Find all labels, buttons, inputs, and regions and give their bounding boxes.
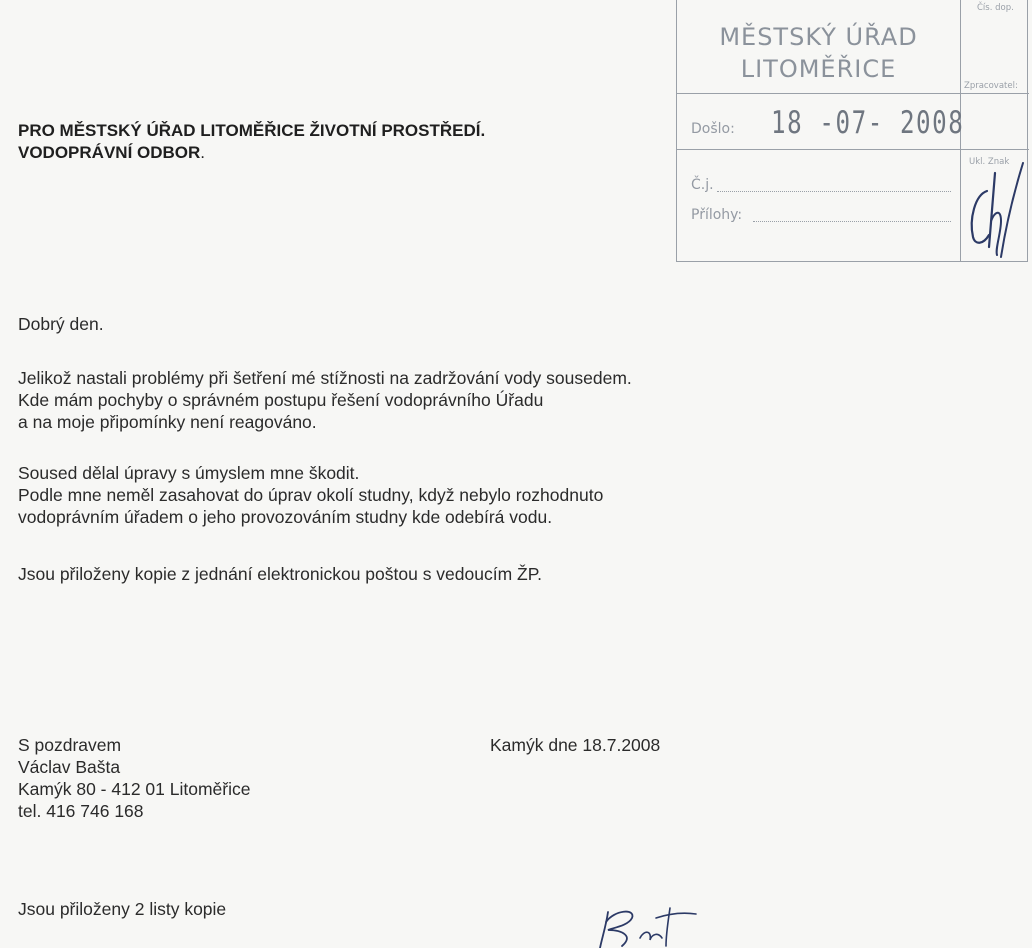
receipt-stamp: [676, 0, 1028, 262]
stamp-prilohy-label: Přílohy:: [691, 207, 743, 223]
paragraph-1-line: a na moje připomínky není reagováno.: [18, 412, 317, 432]
stamp-prilohy-dots: [753, 221, 951, 222]
signature-block: [18, 734, 250, 822]
greeting: Dobrý den.: [18, 314, 104, 334]
heading-line-2-dot: .: [200, 143, 206, 162]
paragraph-3: Jsou přiloženy kopie z jednání elektronickou poštou s vedoucím ŽP.: [18, 564, 543, 584]
stamp-zpracovatel-label: Zpracovatel:: [964, 81, 1018, 91]
initials-signature-icon: [965, 159, 1027, 259]
handwritten-signature-icon: [592, 902, 712, 948]
stamp-divider-1: [677, 93, 1029, 94]
heading-line-2-text: VODOPRÁVNÍ ODBOR: [18, 143, 201, 162]
paragraph-2-line: vodoprávním úřadem o jeho provozováním studny kde odebírá vodu.: [18, 507, 553, 527]
paragraph-1: [18, 367, 632, 433]
sender-phone: tel. 416 746 168: [18, 801, 144, 821]
stamp-office-line-2: LITOMĚŘICE: [740, 55, 897, 83]
heading-line-2: [18, 142, 485, 164]
place-and-date: Kamýk dne 18.7.2008: [490, 735, 661, 755]
stamp-doslo-label: Došlo:: [691, 121, 735, 137]
closing: S pozdravem: [18, 735, 122, 755]
stamp-date: 18 -07- 2008: [771, 105, 965, 141]
stamp-cis-dop-label: Čís. dop.: [977, 3, 1014, 13]
paragraph-2-line: Podle mne neměl zasahovat do úprav okolí studny, když nebylo rozhodnuto: [18, 485, 604, 505]
paragraph-2-line: Soused dělal úpravy s úmyslem mne škodit.: [18, 463, 360, 483]
stamp-skart-label: Ukl. Znak: [969, 157, 1010, 167]
sender-name: Václav Bašta: [18, 757, 121, 777]
sender-address: Kamýk 80 - 412 01 Litoměřice: [18, 779, 251, 799]
paragraph-2: [18, 462, 603, 528]
stamp-divider-2: [677, 149, 1029, 150]
paragraph-1-line: Jelikož nastali problémy při šetření mé stížnosti na zadržování vody sousedem.: [18, 368, 632, 388]
stamp-cj-dots: [717, 191, 951, 192]
stamp-cj-label: Č.j.: [691, 177, 714, 193]
paragraph-1-line: Kde mám pochyby o správném postupu řešení vodoprávního Úřadu: [18, 390, 544, 410]
heading-line-1: PRO MĚSTSKÝ ÚŘAD LITOMĚŘICE ŽIVOTNÍ PROSTŘEDÍ.: [18, 121, 486, 140]
letter-heading: [18, 120, 485, 164]
stamp-office-line-1: MĚSTSKÝ ÚŘAD: [719, 23, 918, 51]
attachments-note: Jsou přiloženy 2 listy kopie: [18, 899, 227, 919]
